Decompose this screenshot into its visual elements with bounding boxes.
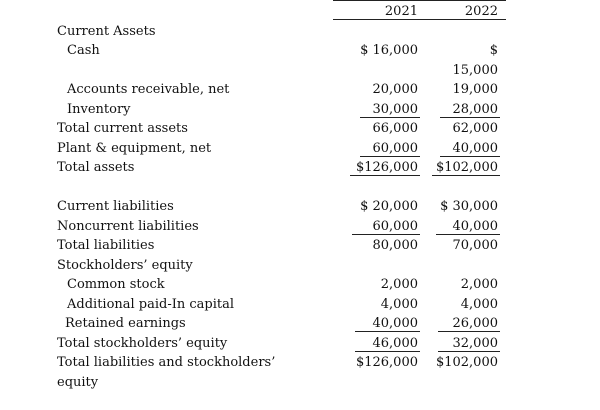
label-total-assets: Total assets (57, 160, 135, 175)
value-2022-common-stock: 2,000 (460, 277, 498, 292)
label-current-assets: Current Assets (57, 24, 156, 39)
value-2022-cash: 15,000 (452, 63, 498, 78)
double-underline-2021-total-assets-a (350, 175, 420, 176)
value-2021-current-liabilities: $ 20,000 (360, 199, 418, 214)
value-2022-retained-earnings: 26,000 (452, 316, 498, 331)
underline-2022-total-stockholders-equity (438, 351, 500, 352)
year-header-2021: 2021 (384, 4, 418, 19)
label-plant-equipment: Plant & equipment, net (57, 141, 212, 156)
label-current-liabilities: Current liabilities (57, 199, 174, 214)
value-2021-total-liabilities: 80,000 (372, 238, 418, 253)
label-inventory: Inventory (67, 102, 131, 117)
label-additional-paid-in-capital: Additional paid-In capital (67, 297, 235, 312)
label-retained-earnings: Retained earnings (65, 316, 186, 331)
underline-2021-plant-equipment (360, 156, 420, 157)
value-2021-total-stockholders-equity: 46,000 (372, 336, 418, 351)
label-cash: Cash (67, 43, 100, 58)
value-2021-plant-equipment: 60,000 (372, 141, 418, 156)
underline-2022-total-assets (432, 175, 500, 176)
underline-2022-noncurrent-liabilities (436, 234, 500, 235)
header-top-rule (333, 0, 506, 1)
underline-2022-retained-earnings (438, 331, 500, 332)
value-2021-noncurrent-liabilities: 60,000 (372, 219, 418, 234)
label-total-liabilities: Total liabilities (57, 238, 155, 253)
value-2022-total-current-assets: 62,000 (452, 121, 498, 136)
label-common-stock: Common stock (67, 277, 165, 292)
value-2022-total-assets: $102,000 (435, 160, 498, 175)
underline-2021-retained-earnings (355, 331, 420, 332)
value-2021-total-liabilities-and-equity: $126,000 (355, 355, 418, 370)
value-2022-additional-paid-in-capital: 4,000 (460, 297, 498, 312)
underline-2021-total-stockholders-equity (355, 351, 420, 352)
value-2022-plant-equipment: 40,000 (452, 141, 498, 156)
value-2021-accounts-receivable: 20,000 (372, 82, 418, 97)
value-2022-total-liabilities-and-equity: $102,000 (435, 355, 498, 370)
value-2021-retained-earnings: 40,000 (372, 316, 418, 331)
label-accounts-receivable: Accounts receivable, net (67, 82, 230, 97)
label-stockholders-equity: Stockholders’ equity (57, 258, 193, 273)
underline-2021-inventory (360, 117, 420, 118)
label-total-current-assets: Total current assets (57, 121, 188, 136)
value-2021-additional-paid-in-capital: 4,000 (380, 297, 418, 312)
value-2022-inventory: 28,000 (452, 102, 498, 117)
value-2022-accounts-receivable: 19,000 (452, 82, 498, 97)
label-total-stockholders-equity: Total stockholders’ equity (57, 336, 228, 351)
header-bottom-rule (333, 19, 506, 20)
value-2022-noncurrent-liabilities: 40,000 (452, 219, 498, 234)
value-2022-cash-dollar: $ (489, 43, 498, 58)
value-2022-total-stockholders-equity: 32,000 (452, 336, 498, 351)
value-2021-cash: $ 16,000 (360, 43, 418, 58)
underline-2022-inventory (440, 117, 500, 118)
value-2021-total-current-assets: 66,000 (372, 121, 418, 136)
label-total-liabilities-and-equity: Total liabilities and stockholders’ (57, 355, 276, 370)
value-2022-current-liabilities: $ 30,000 (440, 199, 498, 214)
value-2021-common-stock: 2,000 (380, 277, 418, 292)
label-noncurrent-liabilities: Noncurrent liabilities (57, 219, 199, 234)
underline-2021-noncurrent-liabilities (352, 234, 420, 235)
underline-2022-plant-equipment (440, 156, 500, 157)
label-total-liabilities-and-equity-cont: equity (57, 375, 99, 390)
value-2021-total-assets: $126,000 (355, 160, 418, 175)
value-2022-total-liabilities: 70,000 (452, 238, 498, 253)
value-2021-inventory: 30,000 (372, 102, 418, 117)
year-header-2022: 2022 (464, 4, 498, 19)
